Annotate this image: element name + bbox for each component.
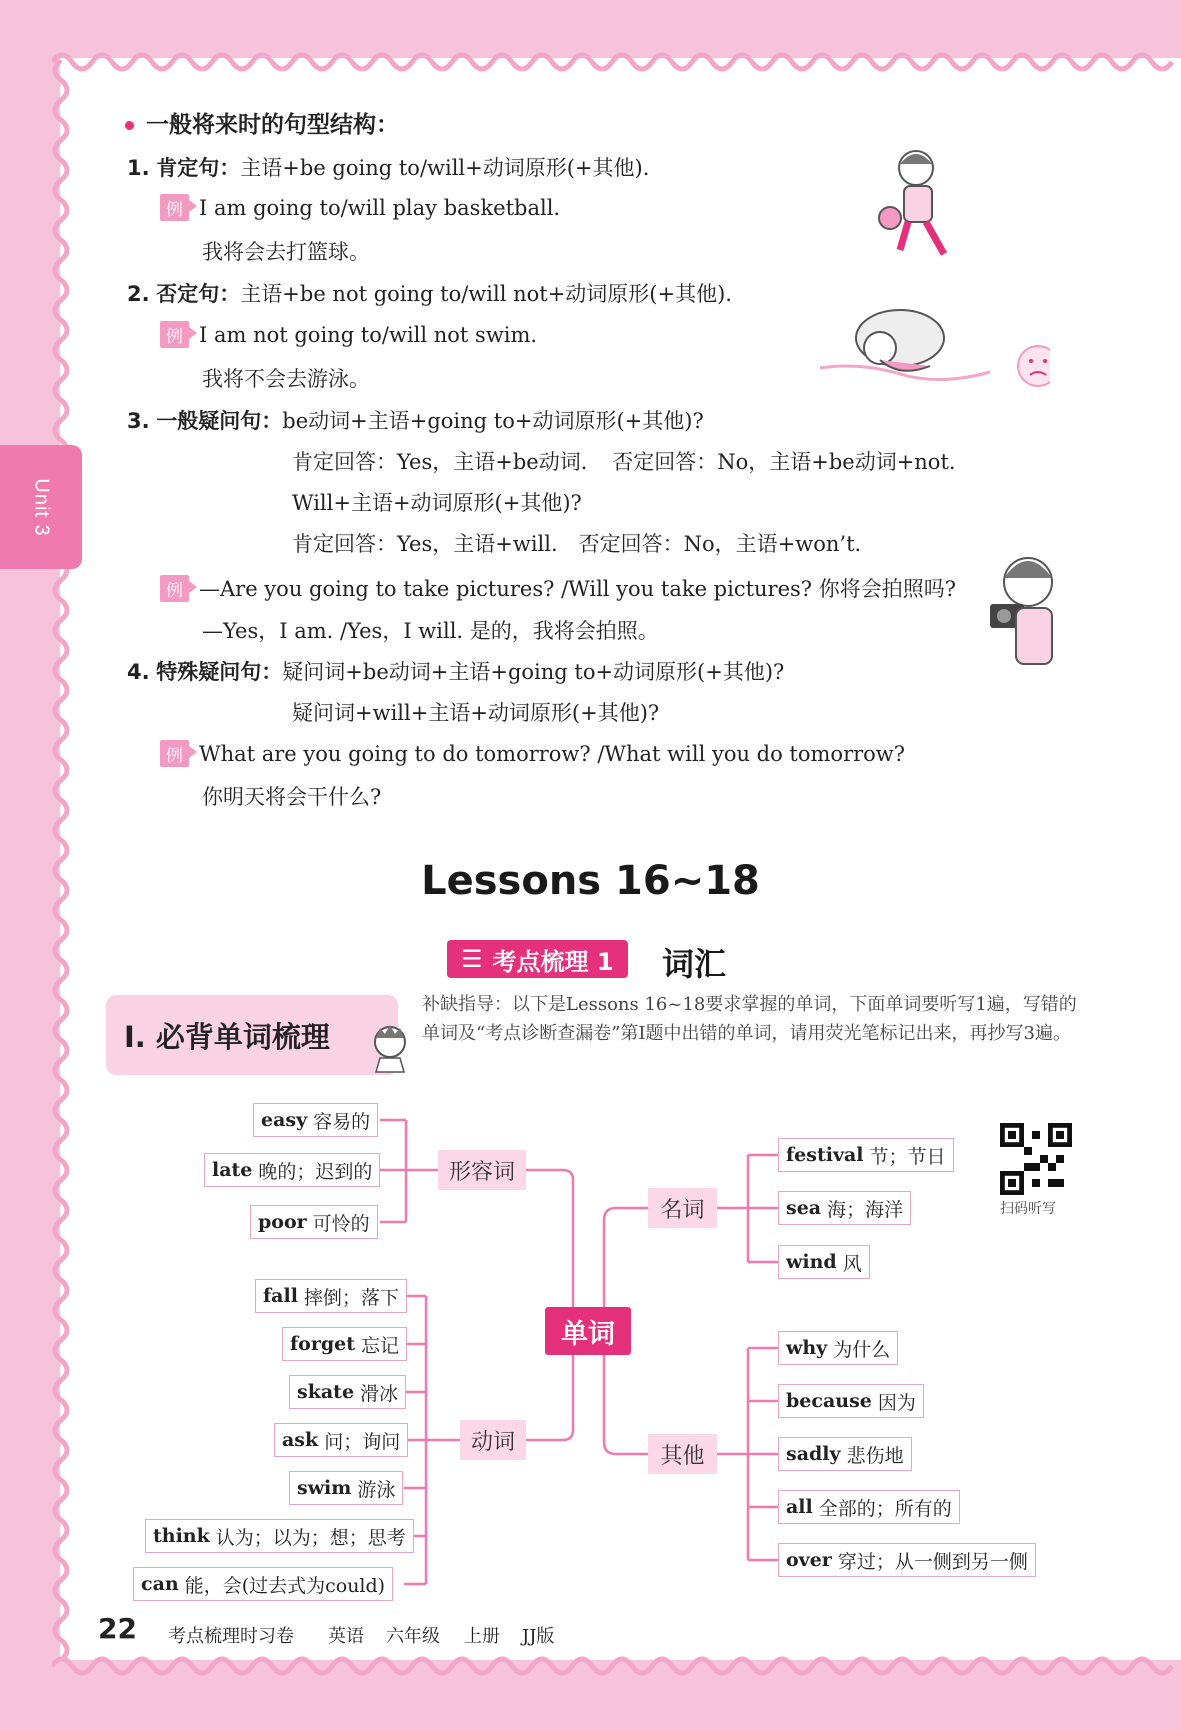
example-chinese: —Yes，I am. /Yes，I will. 是的，我将会拍照。 xyxy=(202,619,659,643)
word-chinese: 海；海洋 xyxy=(827,1198,904,1221)
word-card xyxy=(778,1437,912,1471)
word-english: sadly xyxy=(786,1443,841,1465)
word-chinese: 全部的；所有的 xyxy=(818,1497,952,1520)
word-english: can xyxy=(141,1573,179,1595)
footer-book-title: 考点梳理时习卷 xyxy=(168,1626,294,1647)
word-card xyxy=(289,1375,406,1409)
word-english: festival xyxy=(786,1144,864,1166)
example-chinese: 你明天将会干什么? xyxy=(202,785,382,809)
footer-volume: 上册 xyxy=(464,1626,500,1647)
word-english: all xyxy=(786,1496,813,1518)
rule-number: 2. xyxy=(127,282,150,306)
example-badge: 例 xyxy=(160,321,189,348)
word-english: wind xyxy=(786,1251,837,1273)
word-chinese: 因为 xyxy=(877,1391,916,1414)
rule-label: 特殊疑问句： xyxy=(156,660,283,684)
word-english: ask xyxy=(282,1429,319,1451)
word-card xyxy=(204,1153,380,1187)
word-card xyxy=(133,1567,393,1601)
rule-label: 一般疑问句： xyxy=(156,409,283,433)
rule-special-will: 疑问词+will+主语+动词原形(+其他)? xyxy=(292,701,660,725)
key-point-badge-text: 考点梳理 1 xyxy=(492,947,614,976)
key-point-word: 词汇 xyxy=(662,945,727,983)
example-badge: 例 xyxy=(160,575,189,602)
rule-formula: be动词+主语+going to+动词原形(+其他)? xyxy=(282,409,704,433)
word-card xyxy=(145,1519,414,1553)
rule-label: 否定句： xyxy=(156,282,241,306)
word-card xyxy=(778,1138,954,1172)
footer-edition: JJ版 xyxy=(522,1626,555,1647)
qr-caption: 扫码听写 xyxy=(1000,1201,1056,1217)
word-chinese: 认为；以为；想；思考 xyxy=(215,1526,406,1549)
word-english: because xyxy=(786,1390,872,1412)
word-chinese: 节；节日 xyxy=(869,1145,946,1168)
word-chinese: 滑冰 xyxy=(360,1382,399,1405)
word-english: late xyxy=(212,1159,253,1181)
word-english: skate xyxy=(297,1381,355,1403)
list-lines-icon: ☰ xyxy=(461,945,483,973)
word-chinese: 悲伤地 xyxy=(846,1444,904,1467)
category-others: 其他 xyxy=(648,1434,717,1474)
word-english: think xyxy=(153,1525,210,1547)
unit-tab-label: Unit 3 xyxy=(30,477,53,537)
example-english: —Are you going to take pictures? /Will you take pictures? 你将会拍照吗? xyxy=(199,577,956,601)
rule-number: 1. xyxy=(127,156,150,180)
word-card xyxy=(289,1471,403,1505)
word-card xyxy=(253,1103,378,1137)
word-chinese: 游泳 xyxy=(357,1478,396,1501)
word-chinese: 能，会(过去式为could) xyxy=(184,1574,386,1597)
word-english: over xyxy=(786,1549,832,1571)
word-english: forget xyxy=(290,1333,356,1355)
mindmap-center-node: 单词 xyxy=(545,1307,631,1355)
word-card xyxy=(778,1490,960,1524)
grammar-heading-text: 一般将来时的句型结构： xyxy=(146,112,399,138)
rule-label: 肯定句： xyxy=(156,156,241,180)
word-english: easy xyxy=(261,1109,308,1131)
word-card xyxy=(255,1279,407,1313)
word-english: swim xyxy=(297,1477,352,1499)
example-badge: 例 xyxy=(160,194,189,221)
word-card xyxy=(250,1205,378,1239)
rule-number: 3. xyxy=(127,409,150,433)
word-chinese: 容易的 xyxy=(313,1110,371,1133)
word-card xyxy=(778,1191,911,1225)
example-badge: 例 xyxy=(160,740,189,767)
word-english: why xyxy=(786,1337,828,1359)
word-chinese: 穿过；从一侧到另一侧 xyxy=(837,1550,1028,1573)
example-english: I am not going to/will not swim. xyxy=(199,323,538,347)
word-chinese: 可怜的 xyxy=(312,1212,370,1235)
word-chinese: 为什么 xyxy=(833,1338,891,1361)
word-chinese: 摔倒；落下 xyxy=(303,1286,399,1309)
study-guide-text: 补缺指导：以下是Lessons 16~18要求掌握的单词，下面单词要听写1遍，写错的单词及“考点诊断查漏卷”第Ⅰ题中出错的单词，请用荧光笔标记出来，再抄写3遍。 xyxy=(422,994,1077,1044)
category-verbs: 动词 xyxy=(460,1420,526,1460)
rule-number: 4. xyxy=(127,660,150,684)
category-adjectives: 形容词 xyxy=(438,1150,526,1190)
word-card xyxy=(778,1543,1036,1577)
page-number: 22 xyxy=(98,1612,137,1645)
word-chinese: 风 xyxy=(842,1252,862,1275)
example-english: I am going to/will play basketball. xyxy=(199,196,561,220)
word-english: fall xyxy=(263,1285,298,1307)
example-english: What are you going to do tomorrow? /What will you do tomorrow? xyxy=(199,742,906,766)
word-card xyxy=(778,1245,870,1279)
example-chinese: 我将会去打篮球。 xyxy=(202,240,370,264)
rule-formula: 疑问词+be动词+主语+going to+动词原形(+其他)? xyxy=(282,660,785,684)
lesson-title: Lessons 16~18 xyxy=(421,858,760,904)
word-chinese: 忘记 xyxy=(361,1334,400,1357)
word-english: poor xyxy=(258,1211,307,1233)
footer-grade: 六年级 xyxy=(386,1626,440,1647)
word-chinese: 问；询问 xyxy=(324,1430,401,1453)
rule-answers-will: 肯定回答：Yes，主语+will. 否定回答：No，主语+won’t. xyxy=(292,532,862,556)
rule-will-question: Will+主语+动词原形(+其他)? xyxy=(292,491,582,515)
word-card xyxy=(274,1423,408,1457)
section-title: Ⅰ. 必背单词梳理 xyxy=(124,1019,330,1054)
rule-answers-be: 肯定回答：Yes，主语+be动词． 否定回答：No，主语+be动词+not. xyxy=(292,450,956,474)
rule-formula: 主语+be going to/will+动词原形(+其他). xyxy=(240,156,650,180)
word-card xyxy=(778,1384,924,1418)
word-card xyxy=(778,1331,898,1365)
example-chinese: 我将不会去游泳。 xyxy=(202,367,370,391)
footer-subject: 英语 xyxy=(328,1626,364,1647)
word-english: sea xyxy=(786,1197,822,1219)
category-nouns: 名词 xyxy=(648,1188,717,1228)
word-chinese: 晚的；迟到的 xyxy=(258,1160,373,1183)
rule-formula: 主语+be not going to/will not+动词原形(+其他). xyxy=(240,282,732,306)
word-card xyxy=(282,1327,407,1361)
